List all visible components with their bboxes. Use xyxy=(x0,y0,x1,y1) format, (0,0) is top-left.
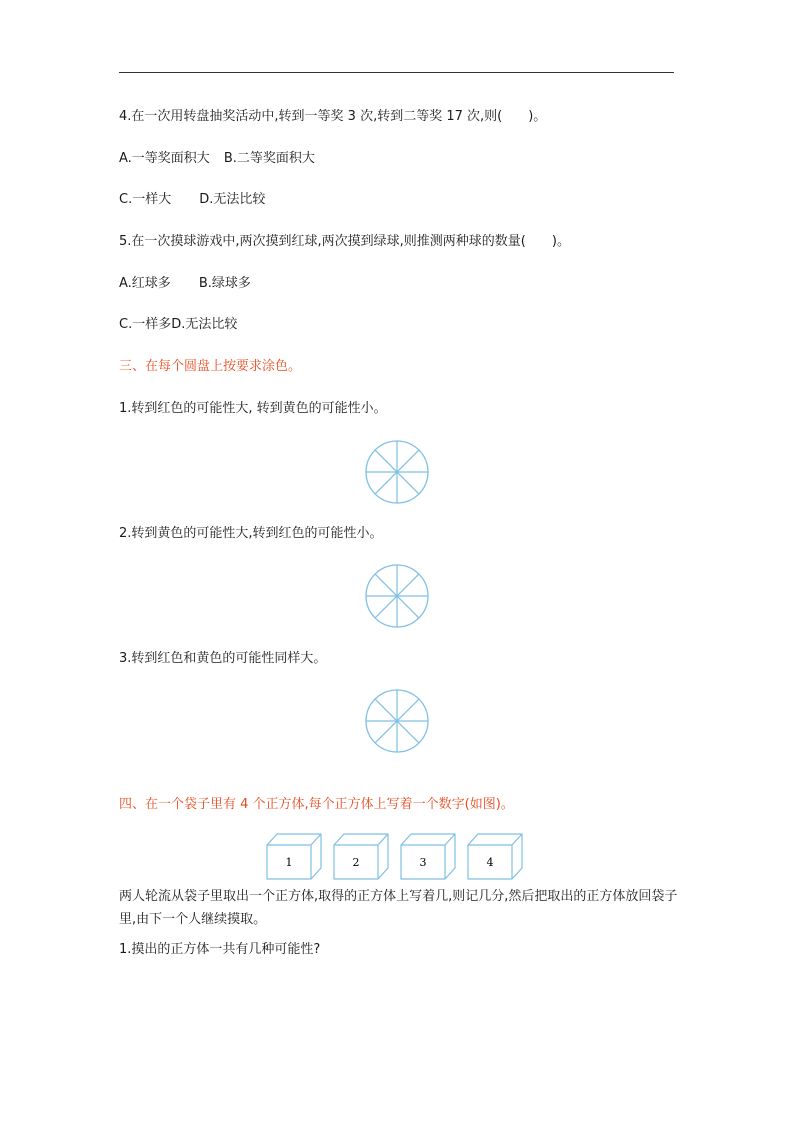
header-rule xyxy=(119,72,674,73)
option-b: B.二等奖面积大 xyxy=(223,151,315,166)
number-cubes-figure xyxy=(266,828,528,880)
option-a: A.一等奖面积大 xyxy=(119,151,210,166)
section-4-question-1: 1.摸出的正方体一共有几种可能性? xyxy=(119,942,321,957)
cube-2-label: 2 xyxy=(352,856,360,869)
question-4-options-row-2 xyxy=(119,192,265,208)
question-4-stem: 4.在一次用转盘抽奖活动中,转到一等奖 3 次,转到二等奖 17 次,则( )。 xyxy=(119,109,547,124)
option-c: C.一样大 xyxy=(119,192,172,207)
cube-1 xyxy=(267,834,321,879)
section-3-title: 三、在每个圆盘上按要求涂色。 xyxy=(119,359,302,374)
option-c: C.一样多 xyxy=(119,317,172,332)
question-4-options-row-1 xyxy=(119,151,315,167)
section-3-item-1: 1.转到红色的可能性大, 转到黄色的可能性小。 xyxy=(119,401,387,416)
cube-1-label: 1 xyxy=(285,856,293,869)
option-d: D.无法比较 xyxy=(171,317,238,332)
option-b: B.绿球多 xyxy=(198,276,251,291)
spinner-disk-icon[interactable] xyxy=(364,439,430,505)
section-4-title: 四、在一个袋子里有 4 个正方体,每个正方体上写着一个数字(如图)。 xyxy=(119,797,514,812)
question-5-options-row-1 xyxy=(119,276,251,292)
section-4-paragraph: 两人轮流从袋子里取出一个正方体,取得的正方体上写着几,则记几分,然后把取出的正方体放回袋子里,由下一个人继续摸取。 xyxy=(119,889,678,927)
spinner-disk-icon[interactable] xyxy=(364,563,430,629)
spinner-disk-icon[interactable] xyxy=(364,688,430,754)
question-5-options-row-2 xyxy=(119,317,237,333)
cube-2 xyxy=(334,834,388,879)
cube-4 xyxy=(468,834,522,879)
cube-3-label: 3 xyxy=(419,856,427,869)
option-d: D.无法比较 xyxy=(199,192,266,207)
section-3-item-2: 2.转到黄色的可能性大,转到红色的可能性小。 xyxy=(119,526,383,541)
cube-4-label: 4 xyxy=(486,856,494,869)
option-a: A.红球多 xyxy=(119,276,171,291)
question-5-stem: 5.在一次摸球游戏中,两次摸到红球,两次摸到绿球,则推测两种球的数量( )。 xyxy=(119,234,570,249)
cube-3 xyxy=(401,834,455,879)
section-3-item-3: 3.转到红色和黄色的可能性同样大。 xyxy=(119,651,327,666)
